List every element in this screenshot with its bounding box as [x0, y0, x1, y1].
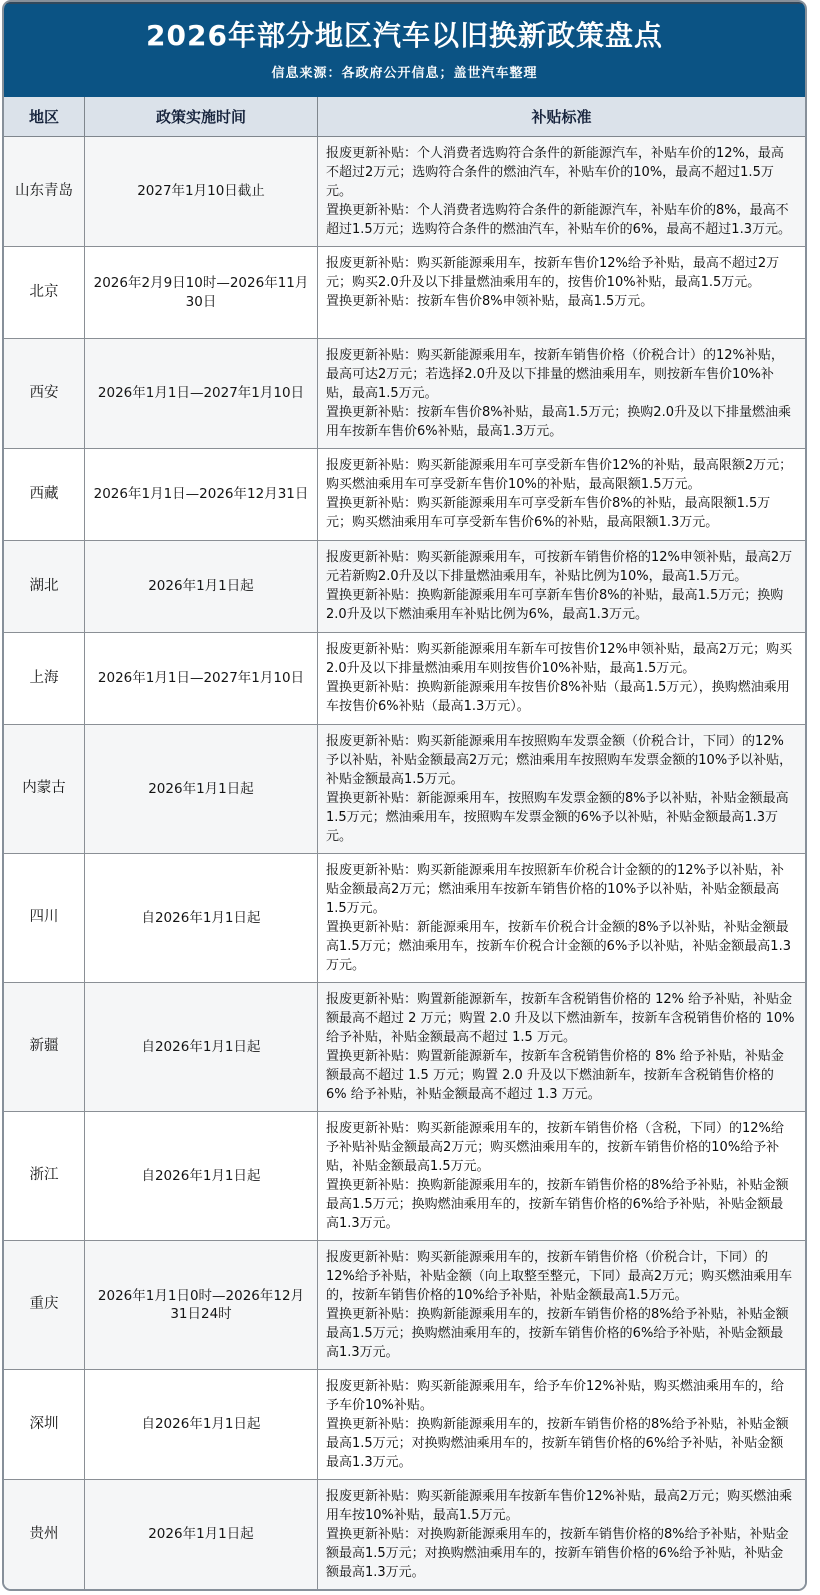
table-row	[4, 247, 805, 339]
table-body	[4, 137, 805, 1589]
page-subtitle: 信息来源：各政府公开信息；盖世汽车整理	[271, 66, 538, 81]
period-cell: 2026年1月1日—2026年12月31日	[85, 449, 318, 540]
table-row	[4, 1370, 805, 1480]
table-row	[4, 1112, 805, 1241]
period-cell: 2027年1月10日截止	[85, 137, 318, 246]
trade-in-renewal-policy-text: 置换更新补贴：新能源乘用车，按新车价税合计金额的8%予以补贴，补贴金额最高1.5万元；燃油乘用车，按新车价税合计金额的6%予以补贴，补贴金额最高1.3万元。	[326, 920, 791, 973]
period-cell: 自2026年1月1日起	[85, 854, 318, 982]
period-cell: 2026年1月1日—2027年1月10日	[85, 633, 318, 724]
region-cell: 贵州	[4, 1480, 85, 1589]
region-cell: 四川	[4, 854, 85, 982]
trade-in-renewal-policy-text: 置换更新补贴：按新车售价8%申领补贴，最高1.5万元。	[326, 294, 654, 309]
scrap-renewal-policy-text: 报废更新补贴：购买新能源乘用车新车可按售价12%申领补贴，最高2万元；购买2.0升及以下排量燃油乘用车则按售价10%补贴，最高1.5万元。	[326, 642, 793, 676]
period-cell: 自2026年1月1日起	[85, 1370, 318, 1479]
scrap-renewal-policy-text: 报废更新补贴：购买新能源乘用车可享受新车售价12%的补贴，最高限额2万元；购买燃油乘用车可享受新车售价10%的补贴，最高限额1.5万元。	[326, 458, 793, 492]
subsidy-cell	[318, 983, 805, 1111]
scrap-renewal-policy-text: 报废更新补贴：购买新能源乘用车的，按新车销售价格（含税，下同）的12%给予补贴补贴金额最高2万元；购买燃油乘用车的，按新车销售价格的10%给予补贴，补贴金额最高1.5万元。	[326, 1121, 784, 1174]
region-cell: 山东青岛	[4, 137, 85, 246]
scrap-renewal-policy-text: 报废更新补贴：购买新能源乘用车的，按新车销售价格（价税合计，下同）的12%给予补贴，补贴金额（向上取整至整元，下同）最高2万元；购买燃油乘用车的，按新车销售价格的10%给予补贴，补贴金额最高1.5万元。	[326, 1250, 793, 1303]
trade-in-renewal-policy-text: 置换更新补贴：换购新能源乘用车可享新车售价8%的补贴，最高1.5万元；换购2.0升及以下燃油乘用车补贴比例为6%，最高1.3万元。	[326, 588, 784, 622]
column-header-subsidy: 补贴标准	[531, 108, 592, 126]
subsidy-cell	[318, 1480, 805, 1589]
region-cell: 内蒙古	[4, 725, 85, 853]
period-cell: 2026年1月1日—2027年1月10日	[85, 339, 318, 448]
table-row	[4, 633, 805, 725]
policy-table-card	[2, 0, 807, 1591]
trade-in-renewal-policy-text: 置换更新补贴：购置新能源新车，按新车含税销售价格的 8% 给予补贴，补贴金额最高不超过 1.5 万元；购置 2.0 升及以下燃油新车，按新车含税销售价格的 6% 给予补贴，补贴金额最高不超过 1.3 万元。	[326, 1049, 784, 1102]
scrap-renewal-policy-text: 报废更新补贴：购买新能源乘用车，可按新车销售价格的12%申领补贴，最高2万元若新购2.0升及以下排量燃油乘用车，补贴比例为10%，最高1.5万元。	[326, 550, 793, 584]
period-cell: 2026年2月9日10时—2026年11月30日	[85, 247, 318, 338]
scrap-renewal-policy-text: 报废更新补贴：购买新能源乘用车按新车售价12%补贴，最高2万元；购买燃油乘用车按10%补贴，最高1.5万元。	[326, 1489, 793, 1523]
table-row	[4, 854, 805, 983]
trade-in-renewal-policy-text: 置换更新补贴：换购新能源乘用车的，按新车销售价格的8%给予补贴，补贴金额最高1.5万元；对换购燃油乘用车的，按新车销售价格的6%给予补贴，补贴金额最高1.3万元。	[326, 1417, 789, 1470]
table-row	[4, 1241, 805, 1370]
trade-in-renewal-policy-text: 置换更新补贴：按新车售价8%补贴，最高1.5万元；换购2.0升及以下排量燃油乘用车按新车售价6%补贴，最高1.3万元。	[326, 405, 791, 439]
scrap-renewal-policy-text: 报废更新补贴：购买新能源乘用车按照新车价税合计金额的的12%予以补贴，补贴金额最高2万元；燃油乘用车按新车销售价格的10%予以补贴，补贴金额最高1.5万元。	[326, 863, 784, 916]
subsidy-cell	[318, 633, 805, 724]
region-cell: 重庆	[4, 1241, 85, 1369]
trade-in-renewal-policy-text: 置换更新补贴：换购新能源乘用车按售价8%补贴（最高1.5万元），换购燃油乘用车按售价6%补贴（最高1.3万元）。	[326, 680, 790, 714]
region-cell: 上海	[4, 633, 85, 724]
subsidy-cell	[318, 1370, 805, 1479]
scrap-renewal-policy-text: 报废更新补贴：个人消费者选购符合条件的新能源汽车，补贴车价的12%，最高不超过2万元；选购符合条件的燃油汽车，补贴车价的10%，最高不超过1.5万元。	[326, 146, 784, 199]
subsidy-cell	[318, 247, 805, 338]
table-row	[4, 339, 805, 449]
period-cell: 自2026年1月1日起	[85, 983, 318, 1111]
region-cell: 浙江	[4, 1112, 85, 1240]
trade-in-renewal-policy-text: 置换更新补贴：个人消费者选购符合条件的新能源汽车，补贴车价的8%，最高不超过1.5万元；选购符合条件的燃油汽车，补贴车价的6%，最高不超过1.3万元。	[326, 203, 791, 237]
table-row	[4, 1480, 805, 1589]
region-cell: 北京	[4, 247, 85, 338]
table-row	[4, 449, 805, 541]
subsidy-cell	[318, 339, 805, 448]
subsidy-cell	[318, 541, 805, 632]
column-header-period: 政策实施时间	[85, 97, 318, 136]
scrap-renewal-policy-text: 报废更新补贴：购买新能源乘用车按照购车发票金额（价税合计，下同）的12%予以补贴，补贴金额最高2万元；燃油乘用车按照购车发票金额的10%予以补贴，补贴金额最高1.5万元。	[326, 734, 793, 787]
subsidy-cell	[318, 449, 805, 540]
subsidy-cell	[318, 854, 805, 982]
scrap-renewal-policy-text: 报废更新补贴：购买新能源乘用车，给予车价12%补贴，购买燃油乘用车的，给予车价10%补贴。	[326, 1379, 784, 1413]
table-row	[4, 983, 805, 1112]
subsidy-cell	[318, 1112, 805, 1240]
period-cell: 2026年1月1日0时—2026年12月31日24时	[85, 1241, 318, 1369]
scrap-renewal-policy-text: 报废更新补贴：购买新能源乘用车，按新车销售价格（价税合计）的12%补贴，最高可达2万元；若选择2.0升及以下排量的燃油乘用车，则按新车售价10%补贴，最高1.5万元。	[326, 348, 784, 401]
column-header-region: 地区	[4, 97, 85, 136]
table-row	[4, 725, 805, 854]
subsidy-cell	[318, 725, 805, 853]
region-cell: 深圳	[4, 1370, 85, 1479]
title-banner	[4, 2, 805, 97]
region-cell: 新疆	[4, 983, 85, 1111]
subsidy-cell	[318, 1241, 805, 1369]
trade-in-renewal-policy-text: 置换更新补贴：对换购新能源乘用车的，按新车销售价格的8%给予补贴，补贴金额最高1.5万元；对换购燃油乘用车的，按新车销售价格的6%给予补贴，补贴金额最高1.3万元。	[326, 1527, 789, 1580]
page-title: 2026年部分地区汽车以旧换新政策盘点	[146, 19, 663, 52]
trade-in-renewal-policy-text: 置换更新补贴：购买新能源乘用车可享受新车售价8%的补贴，最高限额1.5万元；购买燃油乘用车可享受新车售价6%的补贴，最高限额1.3万元。	[326, 496, 771, 530]
trade-in-renewal-policy-text: 置换更新补贴：换购新能源乘用车的，按新车销售价格的8%给予补贴，补贴金额最高1.5万元；换购燃油乘用车的，按新车销售价格的6%给予补贴，补贴金额最高1.3万元。	[326, 1178, 789, 1231]
scrap-renewal-policy-text: 报废更新补贴：购置新能源新车，按新车含税销售价格的 12% 给予补贴，补贴金额最高不超过 2 万元；购置 2.0 升及以下燃油新车，按新车含税销售价格的 10% 给予补贴，补贴金额最高不超过 1.5 万元。	[326, 992, 795, 1045]
region-cell: 湖北	[4, 541, 85, 632]
period-cell: 2026年1月1日起	[85, 541, 318, 632]
table-row	[4, 137, 805, 247]
trade-in-renewal-policy-text: 置换更新补贴：换购新能源乘用车的，按新车销售价格的8%给予补贴，补贴金额最高1.5万元；换购燃油乘用车的，按新车销售价格的6%给予补贴，补贴金额最高1.3万元。	[326, 1307, 789, 1360]
period-cell: 2026年1月1日起	[85, 725, 318, 853]
period-cell: 自2026年1月1日起	[85, 1112, 318, 1240]
trade-in-renewal-policy-text: 置换更新补贴：新能源乘用车，按照购车发票金额的8%予以补贴，补贴金额最高1.5万元；燃油乘用车，按照购车发票金额的6%予以补贴，补贴金额最高1.3万元。	[326, 791, 789, 844]
region-cell: 西藏	[4, 449, 85, 540]
subsidy-cell	[318, 137, 805, 246]
period-cell: 2026年1月1日起	[85, 1480, 318, 1589]
table-header-row	[4, 97, 805, 137]
region-cell: 西安	[4, 339, 85, 448]
scrap-renewal-policy-text: 报废更新补贴：购买新能源乘用车，按新车售价12%给予补贴，最高不超过2万元；购买2.0升及以下排量燃油乘用车的，按售价10%补贴，最高1.5万元。	[326, 256, 780, 290]
table-row	[4, 541, 805, 633]
